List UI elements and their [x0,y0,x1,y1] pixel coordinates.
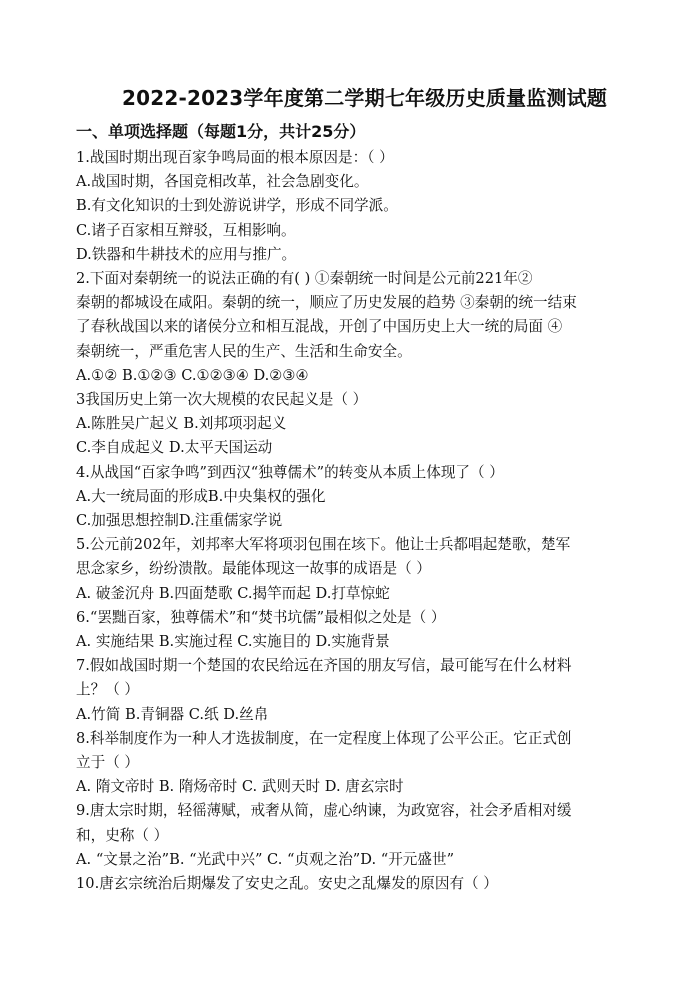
text-line: 8.科举制度作为一种人才选拔制度，在一定程度上体现了公平公正。它正式创 [76,729,572,747]
text-line: A.大一统局面的形成B.中央集权的强化 [76,487,326,505]
text-line: B.有文化知识的士到处游说讲学，形成不同学派。 [76,197,398,215]
text-line: D.铁器和牛耕技术的应用与推广。 [76,245,297,263]
text-line: C.诸子百家相互辩驳，互相影响。 [76,221,296,239]
text-line: 思念家乡，纷纷溃散。最能体现这一故事的成语是（ ） [76,560,431,578]
question-text-block [76,146,653,896]
text-line: C.加强思想控制D.注重儒家学说 [76,512,283,530]
text-line: 7.假如战国时期一个楚国的农民给远在齐国的朋友写信，最可能写在什么材料 [76,657,572,675]
section-heading: 一、单项选择题（每题1分，共计25分） [76,122,366,141]
text-line: 和，史称（ ） [76,826,169,844]
text-line: A.竹简 B.青铜器 C.纸 D.丝帛 [76,705,269,723]
text-line: 5.公元前202年，刘邦率大军将项羽包围在垓下。他让士兵都唱起楚歌，楚军 [76,536,571,554]
text-line: 10.唐玄宗统治后期爆发了安史之乱。安史之乱爆发的原因有（ ） [76,875,498,893]
text-line: A.陈胜吴广起义 B.刘邦项羽起义 [76,415,287,433]
exam-title: 2022-2023学年度第二学期七年级历史质量监测试题 [121,86,608,110]
text-line: 3我国历史上第一次大规模的农民起义是（ ） [76,391,368,409]
text-line: 4.从战国“百家争鸣”到西汉“独尊儒术”的转变从本质上体现了（ ） [76,463,504,481]
text-line: 6.“罢黜百家，独尊儒术”和“焚书坑儒”最相似之处是（ ） [76,608,446,626]
text-line: 9.唐太宗时期，轻徭薄赋，戒奢从简，虚心纳谏，为政宽容，社会矛盾相对缓 [76,802,572,820]
text-line: C.李自成起义 D.太平天国运动 [76,439,273,457]
text-line: A. 隋文帝时 B. 隋炀帝时 C. 武则天时 D. 唐玄宗时 [76,778,404,796]
text-line: A.①② B.①②③ C.①②③④ D.②③④ [76,366,309,384]
text-line: 了春秋战国以来的诸侯分立和相互混战，开创了中国历史上大一统的局面 ④ [76,318,563,336]
text-line: A. “文景之治”B. “光武中兴” C. “贞观之治”D. “开元盛世” [76,850,455,868]
text-line: 秦朝的都城设在咸阳。秦朝的统一，顺应了历史发展的趋势 ③秦朝的统一结束 [76,294,577,312]
text-line: 秦朝统一，严重危害人民的生产、生活和生命安全。 [76,342,412,360]
text-line: 上？（ ） [76,681,140,699]
text-line: A.战国时期，各国竞相改革，社会急剧变化。 [76,173,369,191]
text-line: 2.下面对秦朝统一的说法正确的有( ) ①秦朝统一时间是公元前221年② [76,270,533,288]
text-line: A. 破釜沉舟 B.四面楚歌 C.揭竿而起 D.打草惊蛇 [76,584,390,602]
text-line: 1.战国时期出现百家争鸣局面的根本原因是：（ ） [76,149,394,166]
text-line: 立于（ ） [76,754,140,772]
text-line: A. 实施结果 B.实施过程 C.实施目的 D.实施背景 [76,633,390,651]
